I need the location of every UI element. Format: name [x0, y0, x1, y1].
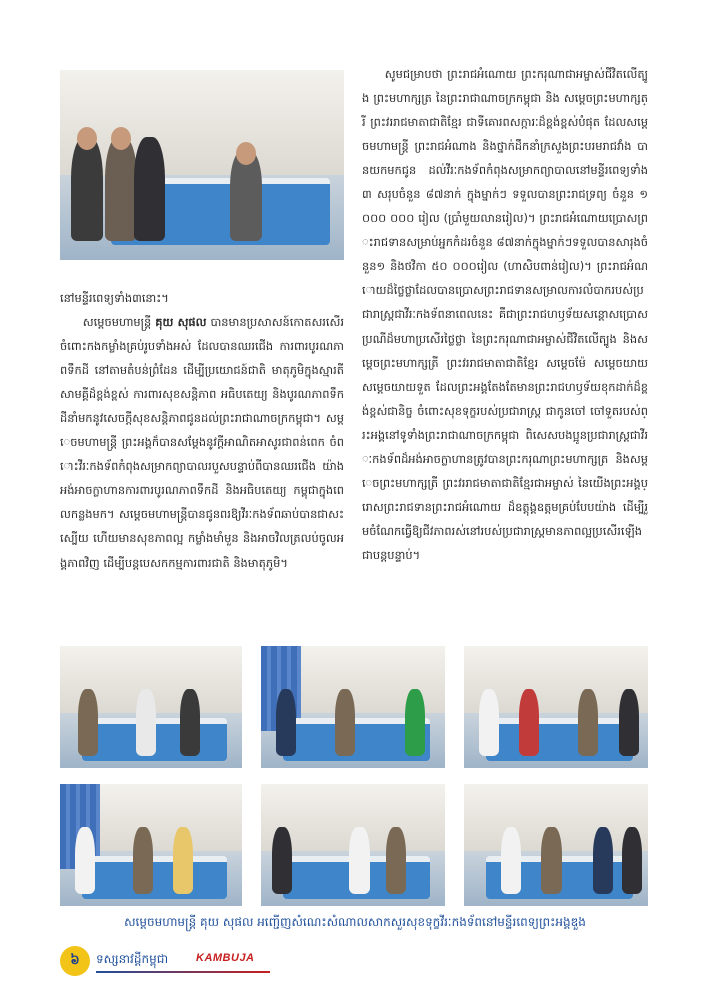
grid-photo-5 [261, 784, 445, 906]
magazine-brand: KAMBUJA [196, 952, 255, 964]
grid-photo-3 [464, 646, 648, 768]
page-number: ៦ [70, 952, 80, 968]
left-paragraph-2: សម្តេចមហាមន្ត្រី គុយ សុផល បានមានប្រសាសន៍កោតសរសើរ ចំពោះកងកម្លាំងគ្រប់រូបទាំងអស់ ដែលបានឈរជើង ការពារបូរណភាពទឹកដី នៅតាមតំបន់ព្រំដែន ដើម្បីប្រយោជន៍ជាតិ មាតុភូមិក្នុងស្មារតីសាមគ្គីដ៏ខ្ពង់ខ្ពស់ ការពារសុខសន្តិភាព អធិបតេយ្យ និងបូរណភាពទឹកដីនាំមកនូវសេចក្ដីសុខសន្តិភាពជូនដល់ព្រះរាជាណាចក្រកម្ពុជា។ សម្តេចមហាមន្ត្រី ព្រះអង្គក៏បានសម្តែងនូវក្តីអាណិតអាសូរជាពន់ពេក ចំពោះវីរៈកងទ័ពកំពុងសម្រាកព្យាបាលរបួសបន្ទាប់ពីបានឈរជើង យ៉ាងអង់អាចក្លាហានការពារបូរណភាពទឹកដី និងអធិបតេយ្យ កម្ពុជាក្នុងពេលកន្លងមក។ សម្តេចមហាមន្ត្រីបានជូនពរឱ្យវីរៈកងទ័ពឆាប់បានជាសះស្បើយ ហើយមានសុខភាពល្អ កម្លាំងមាំមួន និងអាចវិលត្រលប់ចូលអង្គភាពវិញ ដើម្បីបន្តបេសកកម្មការពារជាតិ និងមាតុភូមិ។ [60, 315, 344, 570]
main-photo [60, 70, 344, 260]
magazine-title: ទស្សនាវដ្តីកម្ពុជា [96, 952, 169, 966]
grid-photo-2 [261, 646, 445, 768]
left-text-column [60, 286, 344, 575]
grid-photo-1 [60, 646, 242, 768]
right-paragraph-1: សូមជម្រាបថា ព្រះរាជអំណោយ ព្រះករុណាជាអម្ចាស់ជីវិតលើត្បូង ព្រះមហាក្សត្រ នៃព្រះរាជាណាចក្រកម្ពុជា និង សម្តេចព្រះមហាក្សត្រី ព្រះវររាជមាតាជាតិខ្មែរ ជាទីគោរពសក្ការៈដ៏ខ្ពង់ខ្ពស់បំផុត ដែលសម្តេចមហាមន្ត្រី ព្រះរាជអំណាង និងថ្នាក់ដឹកនាំក្រសួងព្រះបរមរាជវាំង បានយកមកជូន ដល់វីរៈកងទ័ពកំពុងសម្រាកព្យាបាលនៅមន្ទីរពេទ្យទាំង៣ សរុបចំនួន ៨៧នាក់ ក្នុងម្នាក់ៗ ទទួលបានព្រះរាជទ្រព្យ ចំនួន ១ ០០០ ០០០ រៀល (ប្រាំមួយលានរៀល)។ ព្រះរាជអំណោយប្រោសព្រះរាជទានសម្រាប់អ្នកកំដរចំនួន ៨៧នាក់ក្នុងម្នាក់ៗទទួលបានសារុងចំនួន១ និងថវិកា ៥០ ០០០រៀល (ហាសិបពាន់រៀល)។ ព្រះរាជអំណោយដ៏ថ្លៃថ្លាដែលបានប្រោសព្រះរាជទានសម្រាលការលំបាករបស់ប្រជារាស្ត្រជាវីរៈកងទ័ពនាពេលនេះ គឺជាព្រះរាជហឫទ័យសន្តោសប្រោសប្រណីដ៏មហាប្រសើរថ្លៃថ្លា នៃព្រះករុណាជាអម្ចាស់ជីវិតលើត្បូង និងសម្តេចព្រះមហាក្សត្រី ព្រះវររាជមាតាជាតិខ្មែរ សម្តេចម៉ែ សម្តេចយាយ សម្តេចយាយទួត ដែលព្រះអង្គតែងតែមានព្រះរាជហឫទ័យខុកដាក់ដ៏ខ្ពង់ខ្ពស់ជានិច្ច ចំពោះសុខទុក្ខរបស់ប្រជារាស្ត្រ ជាកូនចៅ ចៅទួតរបស់ព្រះអង្គនៅទូទាំងព្រះរាជាណាចក្រកម្ពុជា ពិសេសបងប្អូនប្រជារាស្ត្រជាវីរៈកងទ័ពដ៏អង់អាចក្លាហានត្រូវបានព្រះករុណាព្រះមហាក្សត្រ និងសម្តេចព្រះមហាក្សត្រី ព្រះវររាជមាតាជាតិខ្មែរជាអម្ចាស់ នៃយើងព្រះអង្គប្រោសព្រះរាជទានព្រះរាជអំណោយ ដ៏ឧត្តុង្គឧត្តមគ្រប់បែបយ៉ាង ដើម្បីរួមចំណែកធ្វើឱ្យជីវភាពរស់នៅរបស់ប្រជារាស្ត្រមានភាពល្អប្រសើរឡើងជាបន្តបន្ទាប់។ [362, 67, 648, 562]
photo-caption: សម្តេចមហាមន្ត្រី គុយ សុផល អញ្ជើញសំណេះសំណាលសាកសួរសុខទុក្ខវីរៈកងទ័ពនៅមន្ទីរពេទ្យព្រះអង្គឌួង [124, 915, 586, 929]
page-number-badge [60, 946, 90, 976]
grid-photo-6 [464, 784, 648, 906]
left-paragraph-1: នៅមន្ទីរពេទ្យទាំង៣នោះ។ [60, 291, 169, 305]
footer-divider [96, 971, 270, 973]
right-text-column [362, 62, 648, 567]
official-name: គុយ សុផល [155, 315, 207, 330]
grid-photo-4 [60, 784, 242, 906]
